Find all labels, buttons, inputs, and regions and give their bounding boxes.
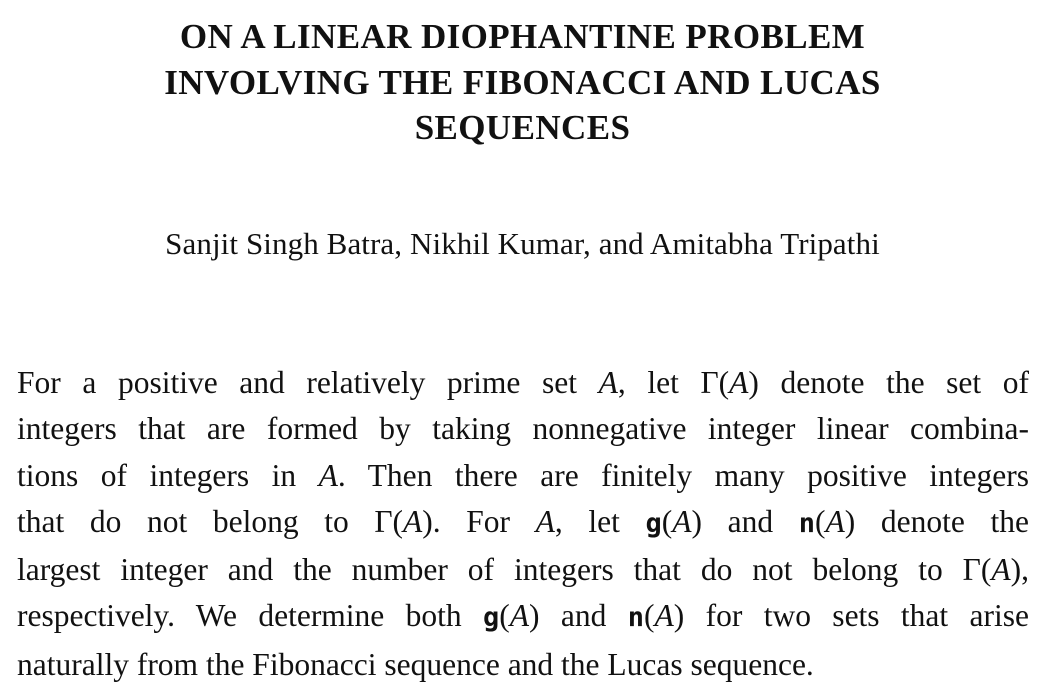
abstract-text: respectively. We determine both [17,598,484,634]
math-gamma: Γ [374,503,393,539]
math-gamma: Γ [700,365,719,400]
math-paren: ( [661,503,673,539]
paper-title [0,14,1045,151]
abstract-text: largest integer and the number of integers that do not belong to [17,552,963,588]
abstract-line [17,406,1029,452]
math-gamma: Γ [962,552,981,588]
abstract-text: , let [617,365,701,400]
abstract-line [17,453,1029,499]
abstract-text: for two sets that arise [684,598,1029,634]
math-paren: ) [529,598,540,634]
abstract-text: integers that are formed by taking nonnegative integer linear combina- [17,411,1029,447]
abstract-text: and [702,503,799,539]
math-paren: ( [392,503,404,539]
math-paren: ( [718,365,730,400]
abstract-line [17,499,1029,547]
math-set-A: A [318,457,338,493]
math-set-A: A [403,503,423,539]
math-set-A: A [729,365,749,400]
abstract-line [17,547,1029,593]
abstract-line [17,360,1029,406]
abstract-text: tions of integers in [17,457,319,493]
math-paren: ) [691,503,703,539]
math-set-A: A [825,503,845,539]
math-set-A: A [991,552,1011,588]
math-paren: ( [499,598,510,634]
author-list: Sanjit Singh Batra, Nikhil Kumar, and Amitabha Tripathi [165,226,880,261]
title-line: SEQUENCES [414,108,631,147]
math-set-A: A [672,503,692,539]
math-set-A: A [598,365,618,400]
math-paren: ) [422,503,433,539]
math-set-A: A [654,598,674,634]
abstract-text: denote the set of [758,365,1029,400]
abstract-text: naturally from the Fibonacci sequence and the Lucas sequence. [17,646,814,682]
math-paren: ( [815,503,826,539]
abstract-text: that do not belong to [17,503,375,539]
math-paren: ) [748,365,759,400]
abstract-line [17,642,1029,688]
math-function-n: n [627,602,644,634]
abstract-paragraph [17,360,1029,688]
title-line: INVOLVING THE FIBONACCI AND LUCAS [164,62,881,102]
abstract-text: . Then there are finitely many positive integers [337,457,1030,493]
math-function-g: g [645,507,662,539]
math-paren: ) [1010,552,1022,588]
abstract-text: , [1021,552,1029,588]
math-function-g: g [483,602,500,634]
math-paren: ( [980,552,992,588]
abstract-text: For a positive and relatively prime set [17,365,599,400]
math-paren: ) [673,598,685,634]
math-function-n: n [798,507,816,539]
math-set-A: A [535,503,555,539]
title-line: ON A LINEAR DIOPHANTINE PROBLEM [179,17,866,56]
math-paren: ( [644,598,655,634]
abstract-text: , let [554,503,646,539]
abstract-text: denote the [855,503,1029,539]
abstract-line [17,593,1029,641]
math-paren: ) [844,503,856,539]
abstract-text: and [539,598,628,634]
math-set-A: A [509,598,530,634]
abstract-text: . For [432,503,536,539]
